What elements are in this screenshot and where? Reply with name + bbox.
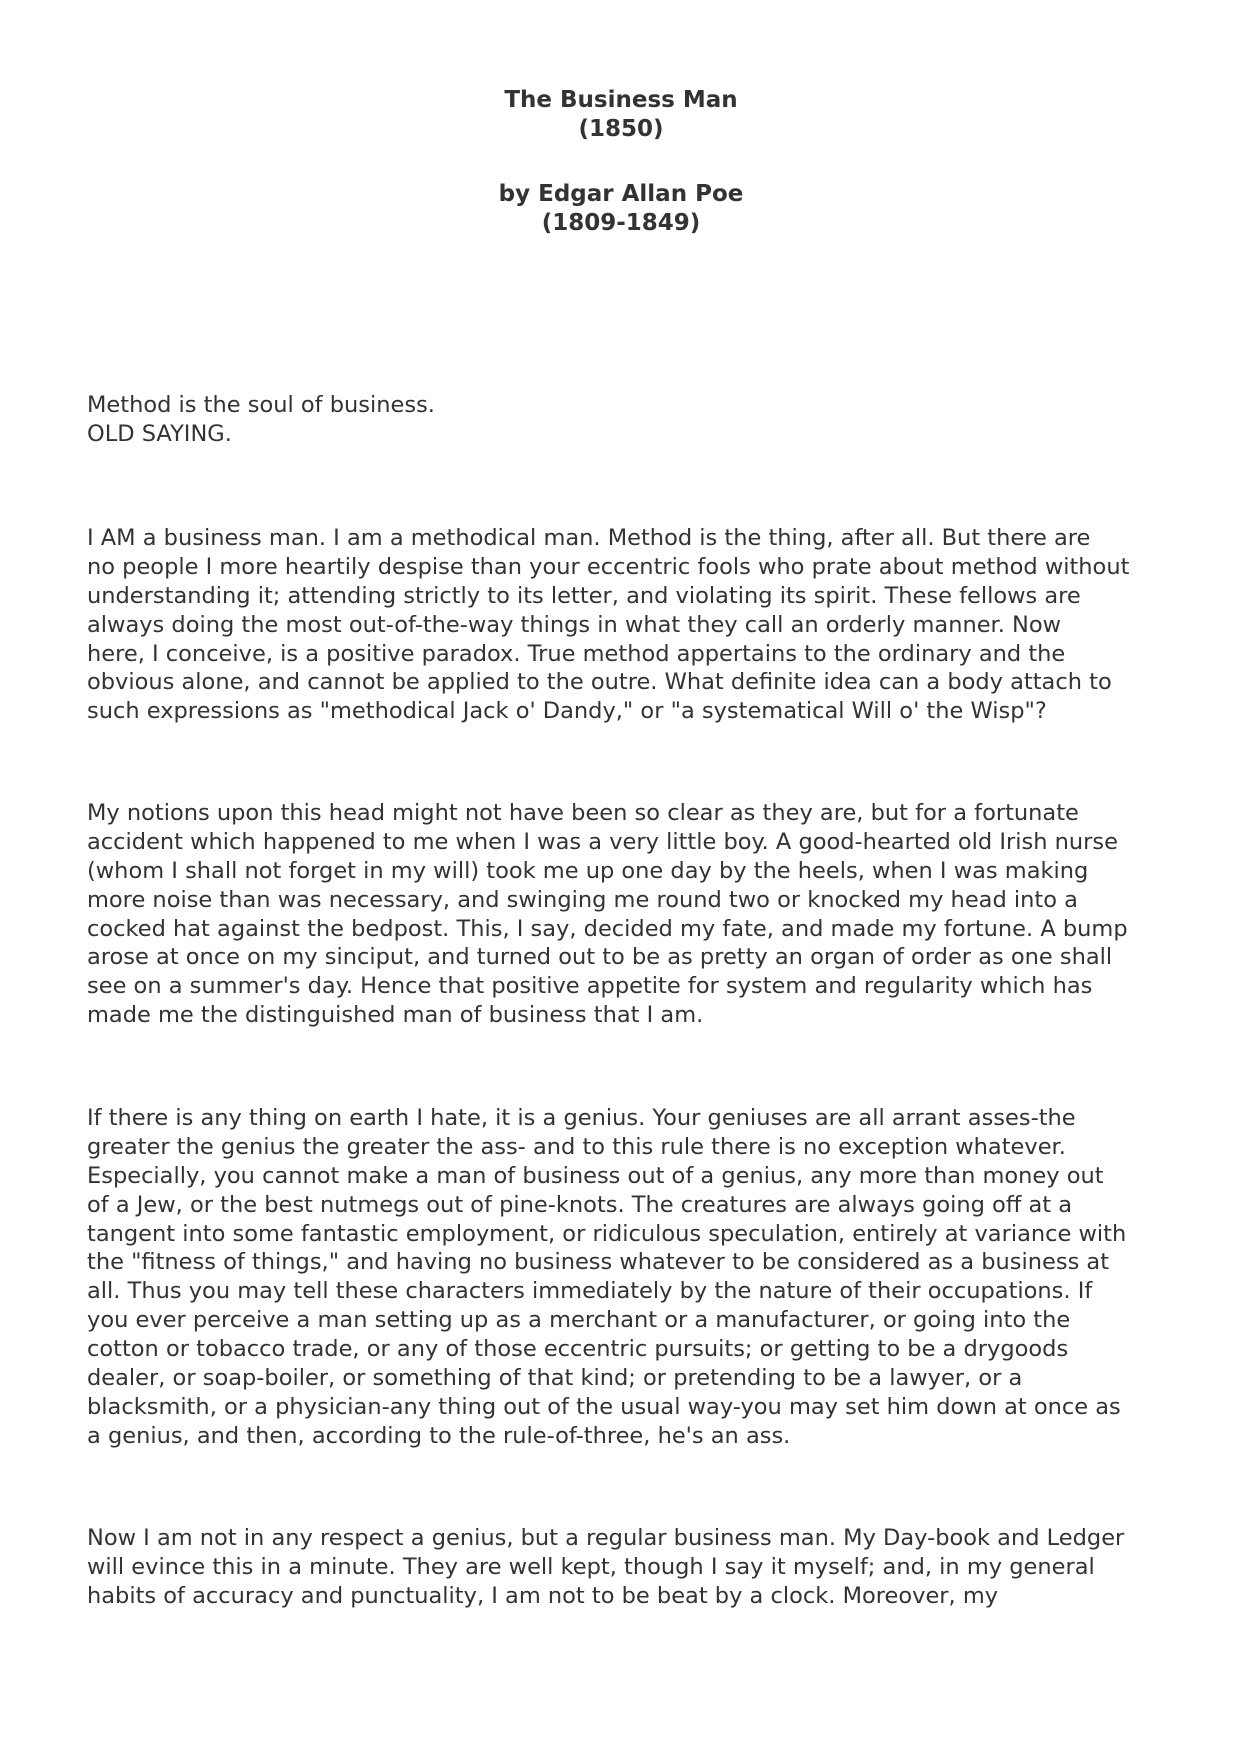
paragraph-1	[87, 524, 1167, 726]
paragraph-line: always doing the most out-of-the-way things in what they call an orderly manner. Now	[87, 611, 1062, 638]
paragraph-line: understanding it; attending strictly to its letter, and violating its spirit. These fellows are	[87, 582, 1081, 609]
paragraph-line: cocked hat against the bedpost. This, I say, decided my fate, and made my fortune. A bump	[87, 915, 1128, 942]
paragraph-line: dealer, or soap-boiler, or something of that kind; or pretending to be a lawyer, or a	[87, 1365, 1023, 1392]
paragraph-line: such expressions as "methodical Jack o' Dandy," or "a systematical Will o' the Wisp"?	[87, 698, 1047, 725]
title-block	[0, 86, 1242, 144]
paragraph-line: the "fitness of things," and having no business whatever to be considered as a business at	[87, 1249, 1110, 1276]
paragraph-4	[87, 1524, 1167, 1611]
paragraph-line: see on a summer's day. Hence that positive appetite for system and regularity which has	[87, 973, 1093, 1000]
publication-year: (1850)	[578, 116, 664, 142]
author-name: by Edgar Allan Poe	[498, 181, 744, 207]
paragraph-line: will evince this in a minute. They are well kept, though I say it myself; and, in my general	[87, 1553, 1095, 1580]
paragraph-line: cotton or tobacco trade, or any of those eccentric pursuits; or getting to be a drygoods	[87, 1336, 1069, 1363]
paragraph-line: blacksmith, or a physician-any thing out of the usual way-you may set him down at once as	[87, 1393, 1121, 1420]
paragraph-line: My notions upon this head might not have been so clear as they are, but for a fortunate	[87, 800, 1079, 826]
epigraph-attribution: OLD SAYING.	[87, 420, 232, 447]
paragraph-line: (whom I shall not forget in my will) took me up one day by the heels, when I was making	[87, 857, 1089, 884]
paragraph-line: here, I conceive, is a positive paradox. True method appertains to the ordinary and the	[87, 640, 1066, 667]
paragraph-3	[87, 1104, 1167, 1451]
paragraph-line: greater the genius the greater the ass- and to this rule there is no exception whatever.	[87, 1133, 1066, 1160]
paragraph-line: If there is any thing on earth I hate, it is a genius. Your geniuses are all arrant asses-the	[87, 1105, 1076, 1131]
author-lifespan: (1809-1849)	[541, 210, 701, 236]
paragraph-line: made me the distinguished man of business that I am.	[87, 1002, 704, 1029]
paragraph-line: I AM a business man. I am a methodical man. Method is the thing, after all. But there are	[87, 525, 1091, 551]
paragraph-line: obvious alone, and cannot be applied to the outre. What definite idea can a body attach to	[87, 669, 1112, 696]
paragraph-2	[87, 799, 1167, 1030]
paragraph-line: habits of accuracy and punctuality, I am not to be beat by a clock. Moreover, my	[87, 1582, 999, 1609]
author-block	[0, 180, 1242, 238]
paragraph-line: Now I am not in any respect a genius, but a regular business man. My Day-book and Ledger	[87, 1525, 1125, 1551]
paragraph-line: tangent into some fantastic employment, or ridiculous speculation, entirely at variance with	[87, 1220, 1127, 1247]
paragraph-line: you ever perceive a man setting up as a merchant or a manufacturer, or going into the	[87, 1307, 1071, 1334]
paragraph-line: accident which happened to me when I was a very little boy. A good-hearted old Irish nurse	[87, 828, 1118, 855]
paragraph-line: arose at once on my sinciput, and turned out to be as pretty an organ of order as one shall	[87, 944, 1113, 971]
paragraph-line: more noise than was necessary, and swinging me round two or knocked my head into a	[87, 886, 1078, 913]
epigraph-quote: Method is the soul of business.	[87, 392, 435, 418]
paragraph-line: a genius, and then, according to the rule-of-three, he's an ass.	[87, 1422, 791, 1449]
paragraph-line: no people I more heartily despise than your eccentric fools who prate about method without	[87, 553, 1130, 580]
paragraph-line: Especially, you cannot make a man of business out of a genius, any more than money out	[87, 1162, 1104, 1189]
page-title: The Business Man	[504, 87, 738, 113]
epigraph	[87, 391, 1167, 449]
paragraph-line: of a Jew, or the best nutmegs out of pine-knots. The creatures are always going off at a	[87, 1191, 1073, 1218]
paragraph-line: all. Thus you may tell these characters immediately by the nature of their occupations. If	[87, 1278, 1093, 1305]
